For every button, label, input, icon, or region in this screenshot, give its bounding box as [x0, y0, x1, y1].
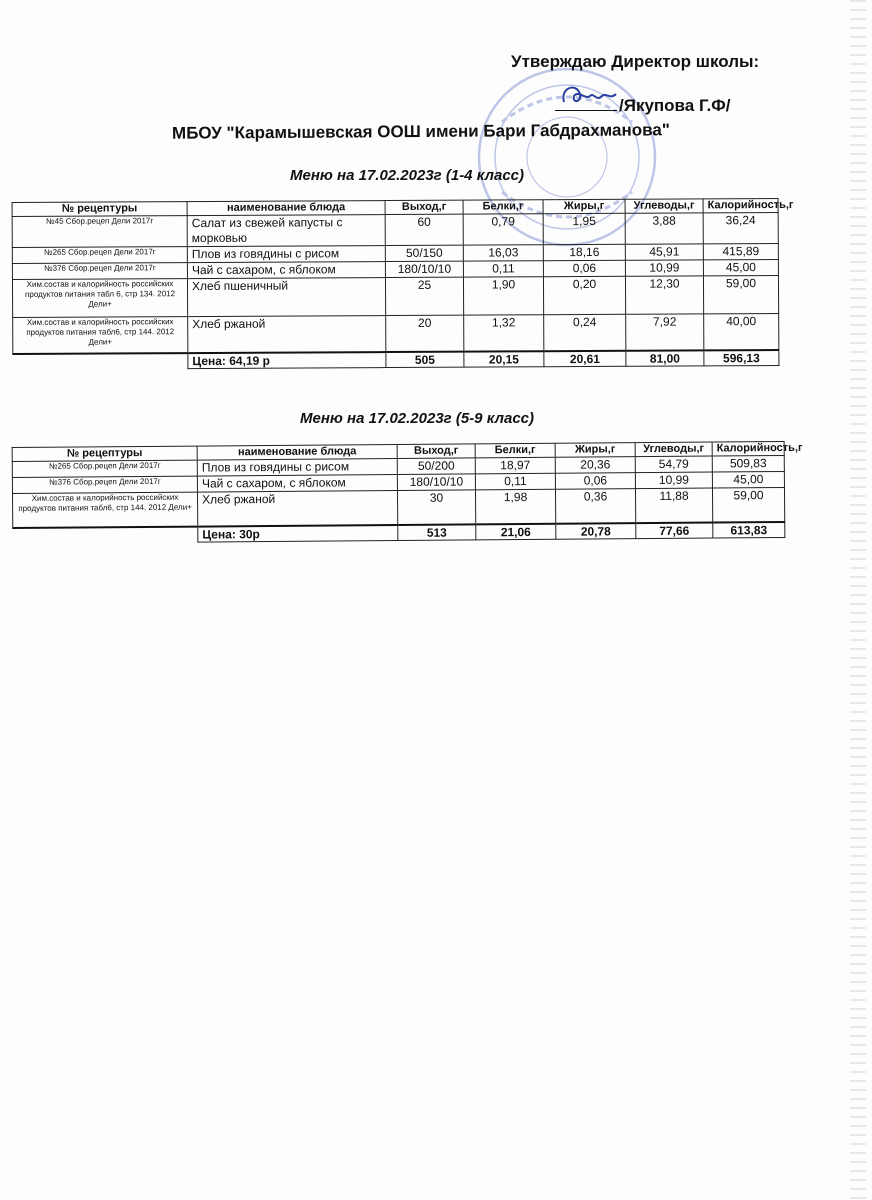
recipe-cell: №265 Сбор.рецеп Дели 2017г — [12, 460, 197, 477]
dish-cell: Чай с сахаром, с яблоком — [187, 262, 385, 279]
fat-cell: 0,36 — [555, 489, 635, 524]
total-row — [13, 349, 779, 369]
recipe-cell: Хим.состав и калорийность российских продуктов питания табл6, стр 144. 2012 Дели+ — [13, 317, 188, 354]
school-name: МБОУ "Карамышевская ООШ имени Бари Габдрахманова" — [171, 120, 670, 143]
recipe-cell: №376 Сбор.рецеп Дели 2017г — [12, 263, 187, 280]
protein-cell: 1,90 — [463, 277, 543, 315]
calories-cell: 45,00 — [703, 259, 778, 275]
fat-cell: 18,16 — [543, 244, 625, 260]
header-fat: Жиры,г — [543, 199, 625, 213]
output-cell: 60 — [385, 214, 463, 245]
carbs-cell: 7,92 — [626, 314, 704, 350]
fat-cell: 0,06 — [555, 473, 635, 490]
director-name: /Якупова Г.Ф/ — [619, 96, 731, 115]
output-cell: 25 — [385, 277, 463, 315]
output-cell: 20 — [386, 315, 464, 351]
protein-cell: 0,11 — [463, 261, 543, 277]
price-cell: Цена: 64,19 р — [188, 352, 386, 369]
price-cell: Цена: 30р — [198, 525, 398, 543]
table-row — [13, 313, 779, 353]
table-row — [12, 212, 778, 247]
calories-cell: 59,00 — [703, 275, 778, 313]
total-output-cell: 505 — [386, 351, 464, 367]
total-fat-cell: 20,61 — [544, 350, 626, 366]
total-calories-cell: 596,13 — [704, 349, 779, 365]
protein-cell: 16,03 — [463, 245, 543, 261]
signature-line — [555, 96, 730, 116]
output-cell: 50/200 — [397, 458, 475, 475]
recipe-cell: №265 Сбор.рецеп Дели 2017г — [12, 247, 187, 264]
total-protein-cell: 21,06 — [476, 523, 556, 540]
recipe-cell: Хим.состав и калорийность российских продуктов питания табл 6, стр 134. 2012 Дели+ — [12, 279, 187, 318]
header-calories: Калорийность,г — [703, 198, 778, 212]
protein-cell: 0,11 — [475, 473, 555, 490]
approval-line: Утверждаю Директор школы: — [511, 52, 760, 71]
header-recipe: № рецептуры — [12, 446, 197, 461]
header-recipe: № рецептуры — [12, 202, 187, 217]
calories-cell: 59,00 — [712, 487, 784, 522]
dish-cell: Хлеб ржаной — [188, 316, 386, 353]
menu-title-1-4: Меню на 17.02.2023г (1-4 класс) — [290, 167, 525, 184]
calories-cell: 40,00 — [704, 313, 779, 349]
dish-cell: Чай с сахаром, с яблоком — [197, 475, 397, 493]
protein-cell: 18,97 — [475, 457, 555, 474]
total-fat-cell: 20,78 — [556, 523, 636, 540]
header-carbs: Углеводы,г — [635, 442, 712, 457]
fat-cell: 20,36 — [555, 457, 635, 474]
table-row — [12, 275, 778, 317]
output-cell: 50/150 — [385, 245, 463, 261]
carbs-cell: 54,79 — [635, 456, 712, 473]
fat-cell: 1,95 — [543, 213, 625, 244]
header-protein: Белки,г — [463, 200, 543, 214]
carbs-cell: 10,99 — [625, 260, 703, 276]
header-dish: наименование блюда — [187, 201, 385, 216]
calories-cell: 36,24 — [703, 212, 778, 243]
recipe-cell: Хим.состав и калорийность российских продуктов питания табл6, стр 144. 2012 Дели+ — [12, 492, 197, 527]
dish-cell: Хлеб пшеничный — [187, 278, 385, 317]
output-cell: 30 — [397, 490, 475, 525]
calories-cell: 415,89 — [703, 243, 778, 259]
total-output-cell: 513 — [398, 524, 476, 541]
menu-table-5-9 — [12, 441, 803, 544]
output-cell: 180/10/10 — [397, 474, 475, 491]
total-blank-cell — [13, 353, 188, 370]
dish-cell: Салат из свежей капусты с морковью — [187, 215, 385, 247]
carbs-cell: 12,30 — [625, 276, 703, 314]
header-calories: Калорийность,г — [712, 441, 784, 456]
dish-cell: Плов из говядины с рисом — [187, 246, 385, 263]
signature-blank — [555, 96, 617, 111]
header-protein: Белки,г — [475, 443, 555, 458]
recipe-cell: №376 Сбор.рецеп Дели 2017г — [12, 476, 197, 493]
protein-cell: 0,79 — [463, 214, 543, 245]
menu-table-1-4 — [12, 198, 794, 370]
total-protein-cell: 20,15 — [464, 351, 544, 367]
carbs-cell: 3,88 — [625, 213, 703, 244]
total-blank-cell — [13, 526, 198, 543]
output-cell: 180/10/10 — [385, 261, 463, 277]
total-carbs-cell: 77,66 — [636, 522, 713, 539]
dish-cell: Хлеб ржаной — [197, 491, 397, 527]
total-carbs-cell: 81,00 — [626, 350, 704, 366]
protein-cell: 1,98 — [475, 489, 555, 524]
total-calories-cell: 613,83 — [713, 521, 785, 538]
calories-cell: 45,00 — [712, 471, 784, 488]
carbs-cell: 10,99 — [635, 472, 712, 489]
recipe-cell: №45 Сбор.рецеп Дели 2017г — [12, 216, 187, 248]
fat-cell: 0,20 — [543, 276, 625, 314]
header-carbs: Углеводы,г — [625, 199, 703, 213]
fat-cell: 0,06 — [543, 260, 625, 276]
carbs-cell: 11,88 — [635, 488, 712, 523]
carbs-cell: 45,91 — [625, 244, 703, 260]
dish-cell: Плов из говядины с рисом — [197, 459, 397, 477]
scanned-page-edge — [850, 0, 866, 1200]
menu-title-5-9: Меню на 17.02.2023г (5-9 класс) — [300, 410, 535, 427]
header-output: Выход,г — [397, 444, 475, 459]
header-output: Выход,г — [385, 200, 463, 214]
fat-cell: 0,24 — [544, 314, 626, 350]
header-fat: Жиры,г — [555, 443, 635, 458]
header-dish: наименование блюда — [197, 445, 397, 461]
calories-cell: 509,83 — [712, 455, 784, 472]
protein-cell: 1,32 — [464, 315, 544, 351]
